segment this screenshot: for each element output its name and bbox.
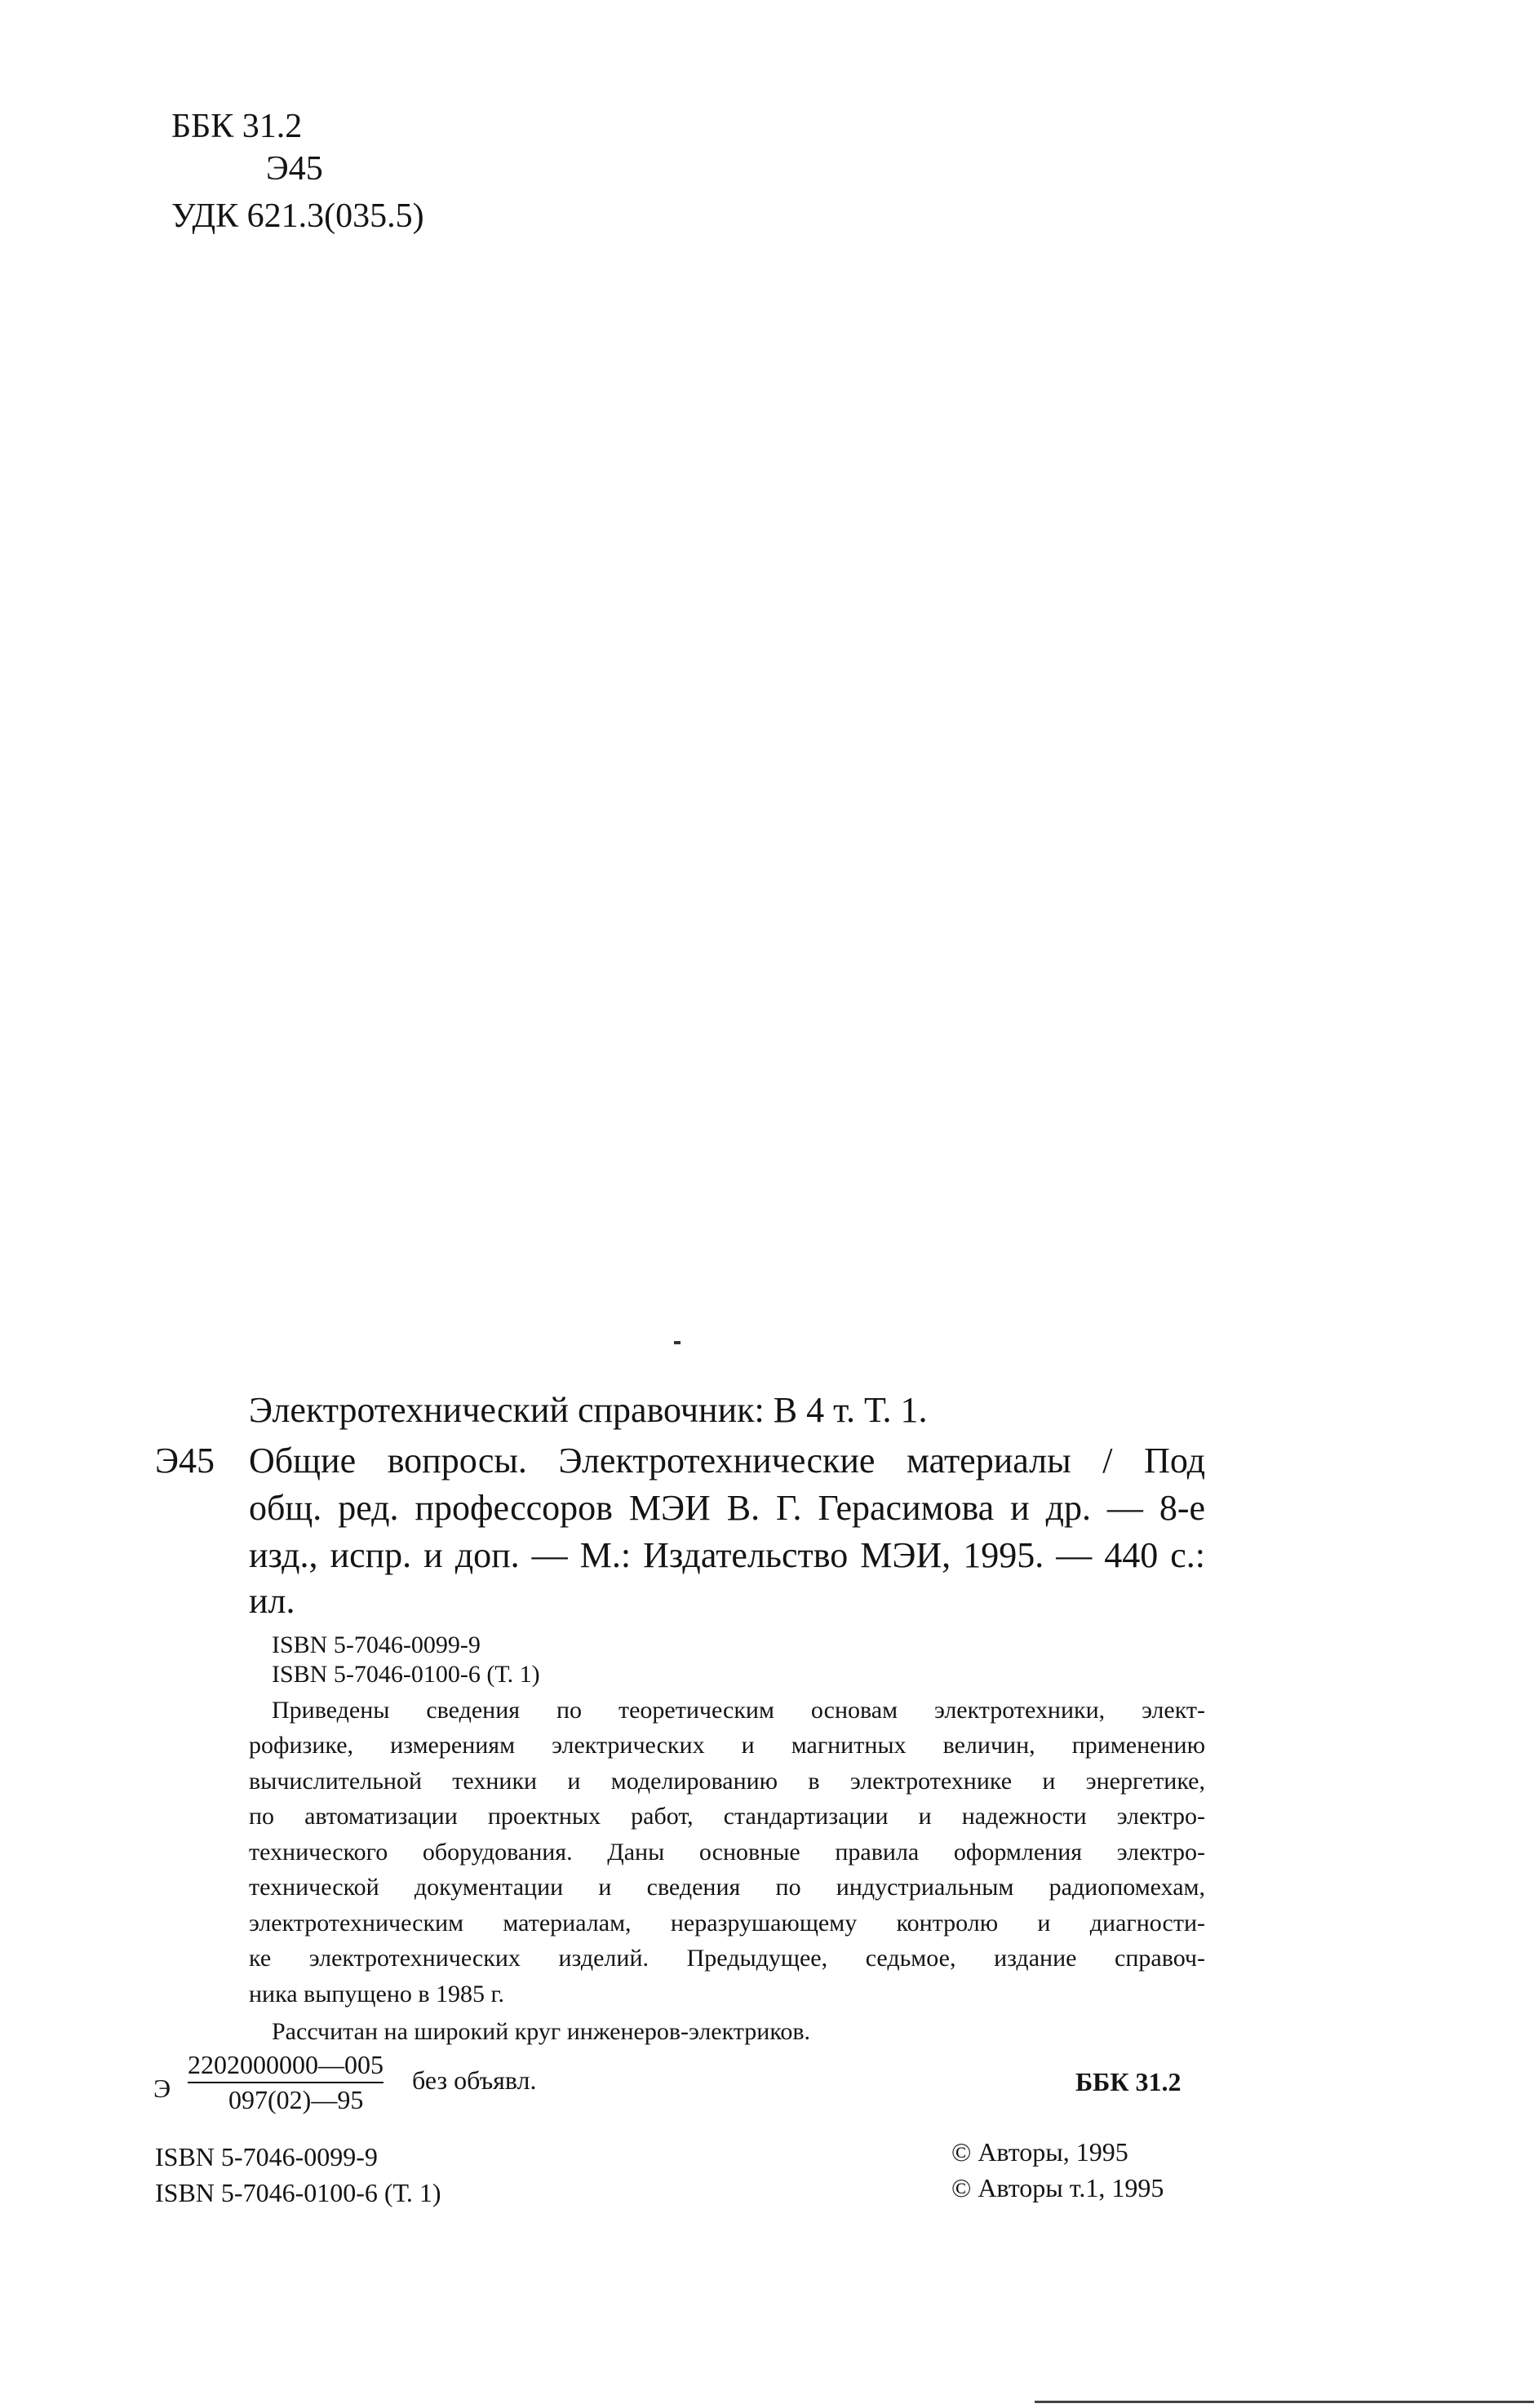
abstract-line-9: ника выпущено в 1985 г. (249, 1981, 504, 2007)
pricing-letter: Э (153, 2074, 171, 2103)
pricing-bbk: ББК 31.2 (1075, 2067, 1182, 2096)
card-line-2: Общие вопросы. Электротехнические материалы / Под (249, 1441, 1205, 1481)
pricing-denominator: 097(02)—95 (228, 2085, 364, 2114)
card-title-line: Электротехнический справочник: В 4 т. Т. 1. (249, 1390, 928, 1430)
scan-speck (674, 1341, 681, 1344)
abstract-line-5: технического оборудования. Даны основные правила оформления электро- (249, 1839, 1205, 1866)
page-edge-line (1035, 2401, 1534, 2403)
card-author-mark: Э45 (155, 1441, 215, 1481)
card-line-3: общ. ред. профессоров МЭИ В. Г. Герасимова и др. — 8-е (249, 1488, 1205, 1528)
copyright-line-1: © Авторы, 1995 (951, 2137, 1128, 2167)
pricing-fraction (188, 2049, 384, 2116)
abstract-line-2: рофизике, измерениям электрических и магнитных величин, применению (249, 1732, 1205, 1759)
card-isbn-volume: ISBN 5-7046-0100-6 (Т. 1) (272, 1661, 540, 1688)
pricing-numerator: 2202000000—005 (188, 2049, 384, 2083)
abstract-line-4: по автоматизации проектных работ, стандартизации и надежности электро- (249, 1803, 1205, 1830)
footer-isbn-volume: ISBN 5-7046-0100-6 (Т. 1) (155, 2178, 441, 2207)
card-line-5: ил. (249, 1581, 295, 1621)
abstract-line-6: технической документации и сведения по индустриальным радиопомехам, (249, 1874, 1205, 1901)
bbk-code: ББК 31.2 (171, 108, 303, 145)
udk-code: УДК 621.3(035.5) (171, 197, 424, 235)
card-isbn-general: ISBN 5-7046-0099-9 (272, 1631, 481, 1658)
card-line-4: изд., испр. и доп. — М.: Издательство МЭИ, 1995. — 440 с.: (249, 1535, 1205, 1575)
audience-note: Рассчитан на широкий круг инженеров-электриков. (272, 2018, 811, 2045)
author-mark: Э45 (266, 150, 323, 188)
copyright-line-2: © Авторы т.1, 1995 (951, 2173, 1164, 2202)
pricing-note: без объявл. (412, 2065, 537, 2095)
abstract-line-3: вычислительной техники и моделированию в электротехнике и энергетике, (249, 1768, 1205, 1795)
abstract-line-7: электротехническим материалам, неразрушающему контролю и диагности- (249, 1910, 1205, 1937)
abstract-line-1: Приведены сведения по теоретическим основам электротехники, элект- (272, 1697, 1205, 1724)
abstract-line-8: ке электротехнических изделий. Предыдущее, седьмое, издание справоч- (249, 1945, 1205, 1972)
footer-isbn-general: ISBN 5-7046-0099-9 (155, 2142, 378, 2171)
